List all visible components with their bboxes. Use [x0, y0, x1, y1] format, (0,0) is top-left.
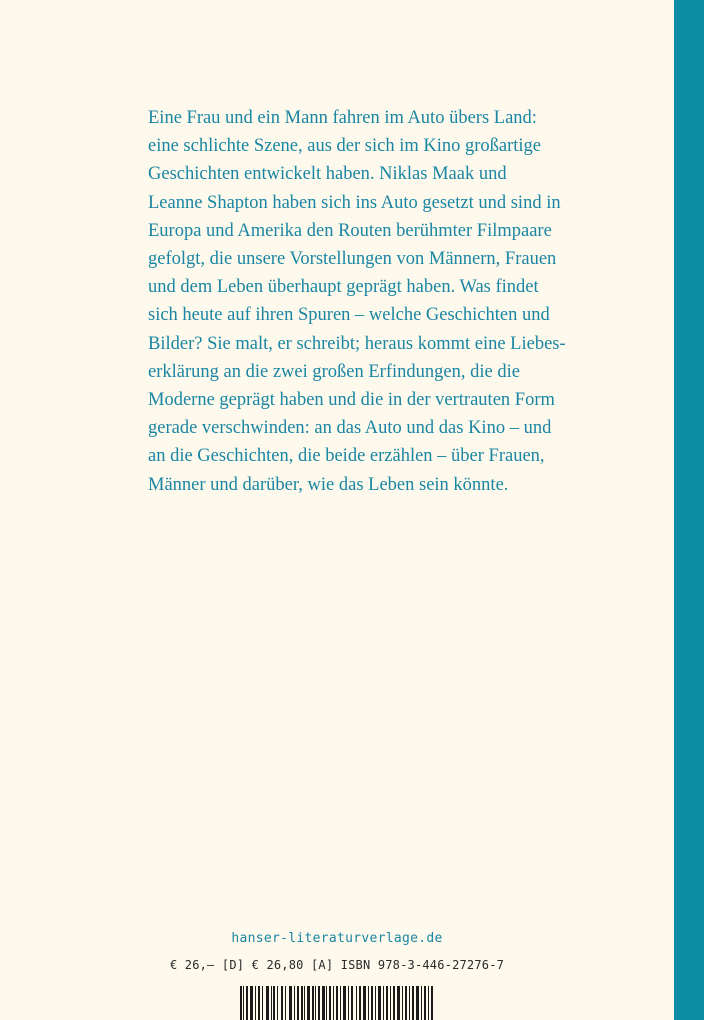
blurb-line: Geschichten entwickelt haben. Niklas Maak und: [148, 164, 507, 185]
blurb-line: eine schlichte Szene, aus der sich im Kino großartige: [148, 136, 541, 157]
blurb-line: Bilder? Sie malt, er schreibt; heraus kommt eine Liebes-: [148, 333, 566, 354]
blurb-line: Europa und Amerika den Routen berühmter Filmpaare: [148, 220, 552, 241]
blurb-line: Eine Frau und ein Mann fahren im Auto übers Land:: [148, 108, 537, 128]
blurb-line: Leanne Shapton haben sich ins Auto gesetzt und sind in: [148, 192, 561, 213]
publisher-url: hanser-literaturverlage.de: [231, 931, 443, 946]
barcode-graphic: [240, 984, 436, 1020]
blurb-line: Männer und darüber, wie das Leben sein könnte.: [148, 474, 509, 495]
barcode: [240, 984, 436, 1020]
spine-color-band: [674, 0, 704, 1020]
blurb-line: erklärung an die zwei großen Erfindungen, die die: [148, 361, 520, 382]
blurb-line: gerade verschwinden: an das Auto und das Kino – und: [148, 418, 552, 439]
blurb-text: [148, 104, 608, 499]
blurb-line: und dem Leben überhaupt geprägt haben. Was findet: [148, 277, 539, 298]
price-isbn-line: € 26,– [D] € 26,80 [A] ISBN 978-3-446-27276-7: [169, 958, 505, 972]
blurb-line: Moderne geprägt haben und die in der vertrauten Form: [148, 390, 555, 411]
blurb-line: an die Geschichten, die beide erzählen – über Frauen,: [148, 446, 545, 467]
blurb-line: sich heute auf ihren Spuren – welche Geschichten und: [148, 305, 550, 326]
blurb-line: gefolgt, die unsere Vorstellungen von Männern, Frauen: [148, 249, 557, 270]
